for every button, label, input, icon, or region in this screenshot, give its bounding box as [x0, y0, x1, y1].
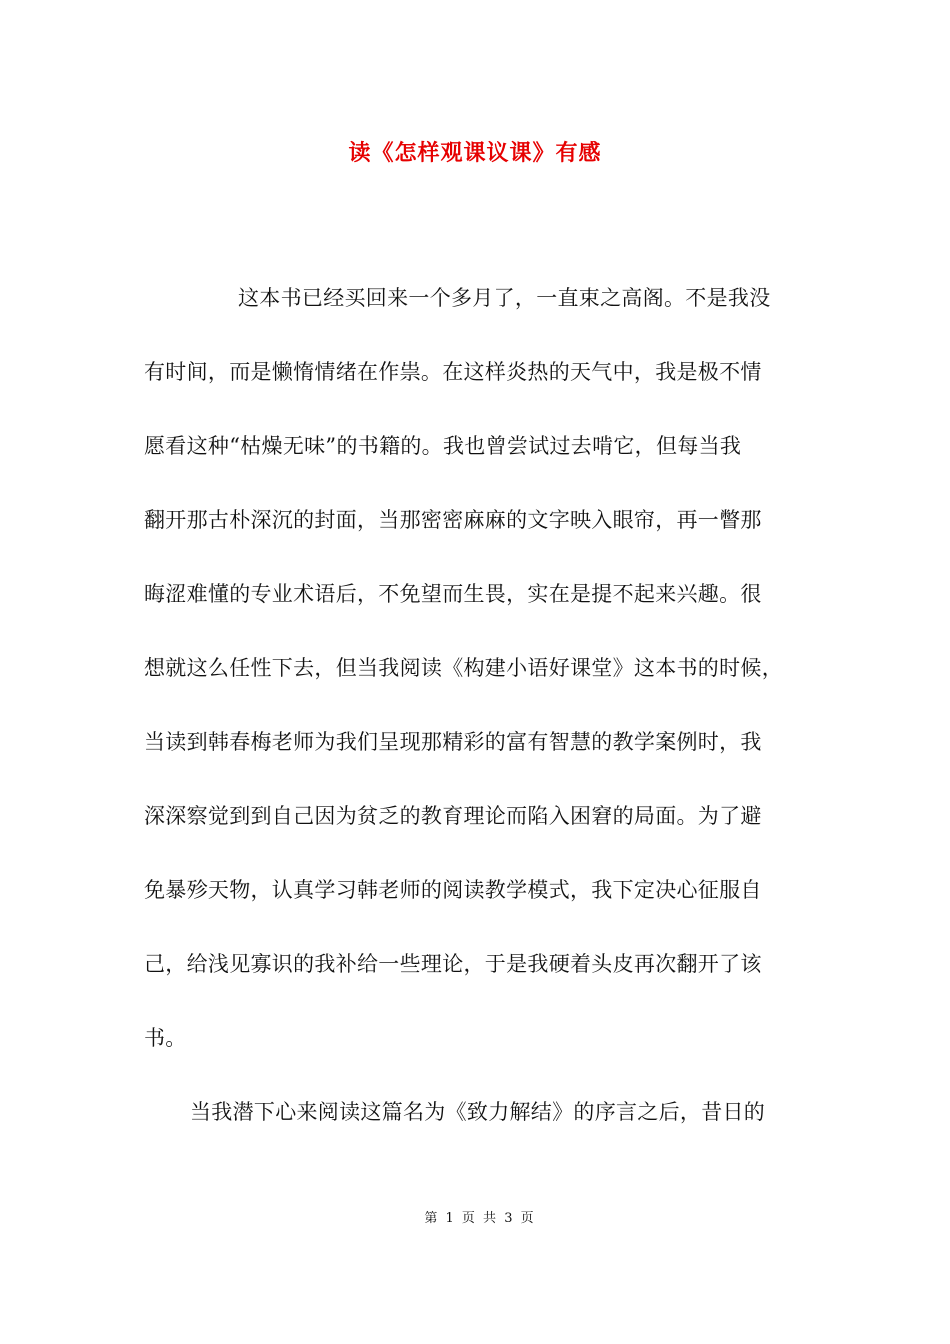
paragraph-line-5: 晦涩难懂的专业术语后，不免望而生畏，实在是提不起来兴趣。很 [144, 582, 762, 606]
paragraph-line-11: 书。 [144, 1026, 187, 1050]
paragraph-line-9: 免暴殄天物，认真学习韩老师的阅读教学模式，我下定决心征服自 [144, 878, 762, 902]
paragraph-line-10: 己，给浅见寡识的我补给一些理论，于是我硬着头皮再次翻开了该 [144, 952, 762, 976]
paragraph-line-4: 翻开那古朴深沉的封面，当那密密麻麻的文字映入眼帘，再一瞥那 [144, 508, 762, 532]
paragraph-line-3: 愿看这种“枯燥无味”的书籍的。我也曾尝试过去啃它，但每当我 [144, 434, 742, 458]
paragraph-line-2: 有时间，而是懒惰情绪在作祟。在这样炎热的天气中，我是极不情 [144, 360, 762, 384]
document-title: 读《怎样观课议课》有感 [348, 140, 602, 166]
paragraph-line-1: 这本书已经买回来一个多月了，一直束之高阁。不是我没 [238, 286, 771, 310]
paragraph-line-8: 深深察觉到到自己因为贫乏的教育理论而陷入困窘的局面。为了避 [144, 804, 762, 828]
paragraph-line-12: 当我潜下心来阅读这篇名为《致力解结》的序言之后，昔日的 [190, 1100, 766, 1124]
paragraph-line-6: 想就这么任性下去，但当我阅读《构建小语好课堂》这本书的时候， [144, 656, 783, 680]
paragraph-line-7: 当读到韩春梅老师为我们呈现那精彩的富有智慧的教学案例时，我 [144, 730, 762, 754]
page-number-footer: 第 1 页 共 3 页 [424, 1211, 536, 1226]
